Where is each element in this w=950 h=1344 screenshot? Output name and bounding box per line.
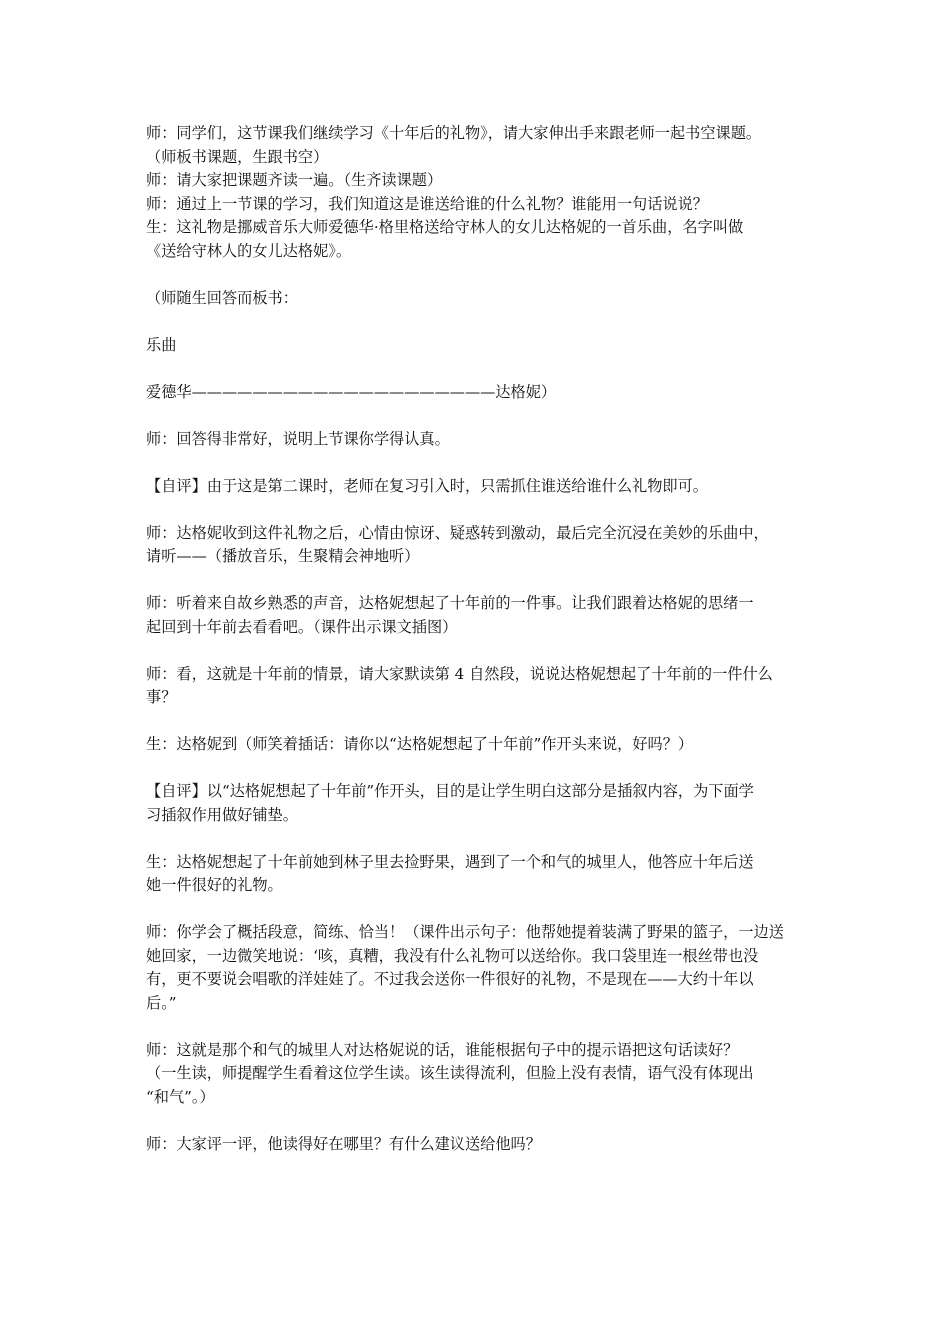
text-line: （师板书课题，生跟书空） (146, 147, 329, 166)
text-line: 师：大家评一评，他读得好在哪里？有什么建议送给他吗？ (146, 1134, 541, 1153)
blank-line (146, 1015, 816, 1039)
blank-line (146, 451, 816, 475)
text-line: （一生读，师提醒学生看着这位学生读。该生读得流利，但脸上没有表情，语气没有体现出 (146, 1064, 754, 1082)
text-line: 后。” (146, 993, 177, 1012)
text-line: 起回到十年前去看看吧。（课件出示课文插图） (146, 617, 458, 636)
blank-line (146, 310, 816, 334)
text-line: 她一件很好的礼物。 (146, 876, 283, 894)
blank-line (146, 1109, 816, 1133)
text-line: （师随生回答而板书： (146, 288, 298, 307)
text-line: 师：请大家把课题齐读一遍。（生齐读课题） (146, 171, 443, 189)
blank-line (146, 639, 816, 663)
text-line: 乐曲 (146, 335, 177, 354)
text-line: 【自评】由于这是第二课时，老师在复习引入时，只需抓住谁送给谁什么礼物即可。 (146, 476, 708, 495)
text-line: 师：达格妮收到这件礼物之后，心情由惊讶、疑惑转到激动，最后完全沉浸在美妙的乐曲中， (146, 523, 769, 542)
text-line: 【自评】以“达格妮想起了十年前”作开头，目的是让学生明白这部分是插叙内容，为下面学 (146, 782, 754, 800)
text-line: 她回家，一边微笑地说：‘咳，真糟，我没有什么礼物可以送给你。我口袋里连一根丝带也没 (146, 946, 759, 965)
blank-line (146, 827, 816, 851)
blank-line (146, 498, 816, 522)
blank-line (146, 404, 816, 428)
text-line: 师：你学会了概括段意，简练、恰当！（课件出示句子：他帮她提着装满了野果的篮子，一边送 (146, 923, 784, 941)
text-line: 事？ (146, 688, 177, 706)
text-line: 师：同学们，这节课我们继续学习《十年后的礼物》，请大家伸出手来跟老师一起书空课题。 (146, 124, 762, 142)
text-line: 师：回答得非常好，说明上节课你学得认真。 (146, 429, 450, 448)
blank-line (146, 569, 816, 593)
text-line: 请听——（播放音乐，生聚精会神地听） (146, 547, 420, 565)
document-body (146, 122, 816, 1156)
text-line: 《送给守林人的女儿达格妮》。 (146, 241, 352, 260)
text-line: 师：听着来自故乡熟悉的声音，达格妮想起了十年前的一件事。让我们跟着达格妮的思绪一 (146, 594, 754, 612)
text-line: 师：通过上一节课的学习，我们知道这是谁送给谁的什么礼物？谁能用一句话说说？ (146, 194, 708, 213)
text-line: 有，更不要说会唱歌的洋娃娃了。不过我会送你一件很好的礼物，不是现在——大约十年以 (146, 970, 754, 988)
text-line: 爱德华————————————————————达格妮） (146, 382, 557, 401)
text-line: 师：这就是那个和气的城里人对达格妮说的话，谁能根据句子中的提示语把这句话读好？ (146, 1040, 739, 1059)
blank-line (146, 898, 816, 922)
text-line: “和气”。） (146, 1087, 215, 1106)
text-line: 生：达格妮到（师笑着插话：请你以“达格妮想起了十年前”作开头来说，好吗？） (146, 735, 694, 753)
text-line: 生：达格妮想起了十年前她到林子里去捡野果，遇到了一个和气的城里人，他答应十年后送 (146, 852, 754, 871)
text-line: 习插叙作用做好铺垫。 (146, 805, 298, 824)
text-line: 师：看，这就是十年前的情景，请大家默读第 4 自然段，说说达格妮想起了十年前的一件什么 (146, 664, 773, 683)
blank-line (146, 263, 816, 287)
blank-line (146, 757, 816, 781)
blank-line (146, 357, 816, 381)
text-line: 生：这礼物是挪威音乐大师爱德华·格里格送给守林人的女儿达格妮的一首乐曲，名字叫做 (146, 218, 744, 236)
blank-line (146, 710, 816, 734)
